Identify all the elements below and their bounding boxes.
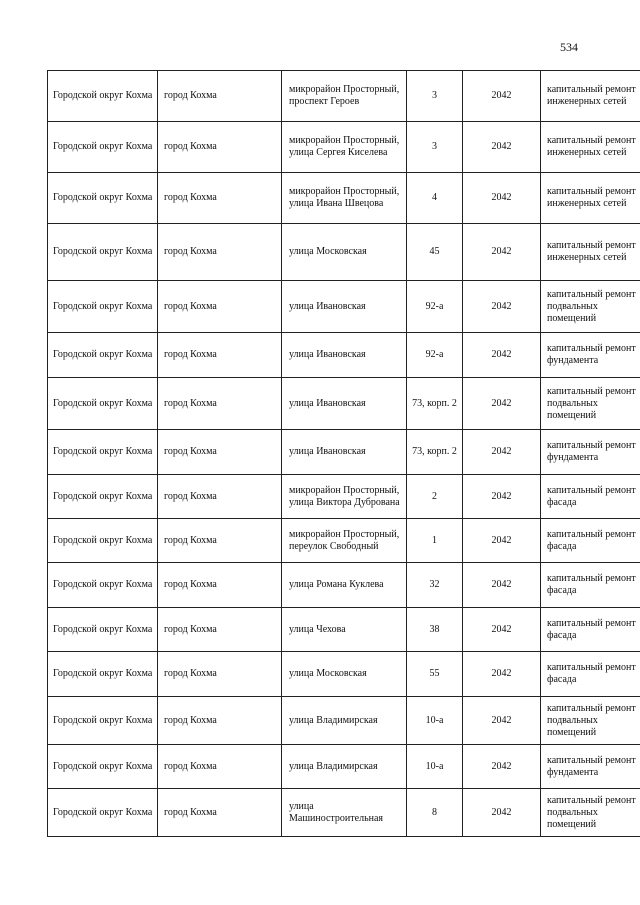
table-row — [48, 789, 640, 837]
municipality-cell: Городской округ Кохма — [48, 71, 158, 122]
city-cell: город Кохма — [158, 652, 282, 697]
city-cell: город Кохма — [158, 789, 282, 837]
city-cell: город Кохма — [158, 430, 282, 475]
year-cell: 2042 — [463, 378, 541, 430]
street-cell: улица Ивановская — [282, 378, 407, 430]
table-row — [48, 281, 640, 333]
table-row — [48, 224, 640, 281]
work-type-cell: капитальный ремонт инженерных сетей — [541, 71, 640, 122]
municipality-cell: Городской округ Кохма — [48, 745, 158, 789]
street-cell: улица Ивановская — [282, 333, 407, 378]
street-cell: улица Романа Куклева — [282, 563, 407, 608]
page-number: 534 — [560, 40, 578, 54]
year-cell: 2042 — [463, 697, 541, 745]
city-cell: город Кохма — [158, 697, 282, 745]
work-type-cell: капитальный ремонт подвальных помещений — [541, 281, 640, 333]
street-cell: улица Московская — [282, 652, 407, 697]
work-type-cell: капитальный ремонт фундамента — [541, 430, 640, 475]
street-cell: микрорайон Просторный, проспект Героев — [282, 71, 407, 122]
work-type-cell: капитальный ремонт фундамента — [541, 333, 640, 378]
table-row — [48, 475, 640, 519]
table-row — [48, 378, 640, 430]
municipality-cell: Городской округ Кохма — [48, 378, 158, 430]
house-number-cell: 3 — [407, 122, 463, 173]
work-type-cell: капитальный ремонт подвальных помещений — [541, 697, 640, 745]
street-cell: улица Машиностроительная — [282, 789, 407, 837]
work-type-cell: капитальный ремонт фасада — [541, 652, 640, 697]
year-cell: 2042 — [463, 224, 541, 281]
table-row — [48, 173, 640, 224]
municipality-cell: Городской округ Кохма — [48, 519, 158, 563]
street-cell: микрорайон Просторный, улица Ивана Швецова — [282, 173, 407, 224]
street-cell: микрорайон Просторный, улица Виктора Дубрована — [282, 475, 407, 519]
year-cell: 2042 — [463, 281, 541, 333]
municipality-cell: Городской округ Кохма — [48, 430, 158, 475]
street-cell: улица Владимирская — [282, 697, 407, 745]
table-row — [48, 122, 640, 173]
house-number-cell: 10-а — [407, 697, 463, 745]
year-cell: 2042 — [463, 475, 541, 519]
year-cell: 2042 — [463, 519, 541, 563]
municipality-cell: Городской округ Кохма — [48, 608, 158, 652]
year-cell: 2042 — [463, 333, 541, 378]
year-cell: 2042 — [463, 652, 541, 697]
house-number-cell: 38 — [407, 608, 463, 652]
work-type-cell: капитальный ремонт инженерных сетей — [541, 173, 640, 224]
house-number-cell: 92-а — [407, 333, 463, 378]
year-cell: 2042 — [463, 71, 541, 122]
city-cell: город Кохма — [158, 608, 282, 652]
table-row — [48, 652, 640, 697]
house-number-cell: 8 — [407, 789, 463, 837]
municipality-cell: Городской округ Кохма — [48, 475, 158, 519]
city-cell: город Кохма — [158, 563, 282, 608]
street-cell: улица Московская — [282, 224, 407, 281]
table-row — [48, 519, 640, 563]
municipality-cell: Городской округ Кохма — [48, 789, 158, 837]
city-cell: город Кохма — [158, 71, 282, 122]
house-number-cell: 10-а — [407, 745, 463, 789]
city-cell: город Кохма — [158, 333, 282, 378]
house-number-cell: 55 — [407, 652, 463, 697]
work-type-cell: капитальный ремонт фасада — [541, 475, 640, 519]
house-number-cell: 3 — [407, 71, 463, 122]
house-number-cell: 92-а — [407, 281, 463, 333]
street-cell: микрорайон Просторный, улица Сергея Киселева — [282, 122, 407, 173]
year-cell: 2042 — [463, 122, 541, 173]
municipality-cell: Городской округ Кохма — [48, 652, 158, 697]
year-cell: 2042 — [463, 789, 541, 837]
city-cell: город Кохма — [158, 281, 282, 333]
table-row — [48, 563, 640, 608]
municipality-cell: Городской округ Кохма — [48, 563, 158, 608]
table-row — [48, 71, 640, 122]
house-number-cell: 45 — [407, 224, 463, 281]
municipality-cell: Городской округ Кохма — [48, 173, 158, 224]
house-number-cell: 1 — [407, 519, 463, 563]
city-cell: город Кохма — [158, 173, 282, 224]
house-number-cell: 73, корп. 2 — [407, 430, 463, 475]
house-number-cell: 2 — [407, 475, 463, 519]
city-cell: город Кохма — [158, 745, 282, 789]
street-cell: микрорайон Просторный, переулок Свободный — [282, 519, 407, 563]
house-number-cell: 4 — [407, 173, 463, 224]
street-cell: улица Ивановская — [282, 281, 407, 333]
table-row — [48, 333, 640, 378]
street-cell: улица Ивановская — [282, 430, 407, 475]
work-type-cell: капитальный ремонт подвальных помещений — [541, 789, 640, 837]
city-cell: город Кохма — [158, 224, 282, 281]
house-number-cell: 32 — [407, 563, 463, 608]
work-type-cell: капитальный ремонт инженерных сетей — [541, 224, 640, 281]
city-cell: город Кохма — [158, 378, 282, 430]
street-cell: улица Чехова — [282, 608, 407, 652]
city-cell: город Кохма — [158, 122, 282, 173]
municipality-cell: Городской округ Кохма — [48, 697, 158, 745]
work-type-cell: капитальный ремонт фундамента — [541, 745, 640, 789]
municipality-cell: Городской округ Кохма — [48, 224, 158, 281]
year-cell: 2042 — [463, 173, 541, 224]
table-row — [48, 745, 640, 789]
year-cell: 2042 — [463, 430, 541, 475]
year-cell: 2042 — [463, 745, 541, 789]
municipality-cell: Городской округ Кохма — [48, 281, 158, 333]
work-type-cell: капитальный ремонт инженерных сетей — [541, 122, 640, 173]
work-type-cell: капитальный ремонт фасада — [541, 608, 640, 652]
city-cell: город Кохма — [158, 519, 282, 563]
repair-schedule-table — [47, 70, 640, 837]
year-cell: 2042 — [463, 563, 541, 608]
work-type-cell: капитальный ремонт подвальных помещений — [541, 378, 640, 430]
table-row — [48, 430, 640, 475]
house-number-cell: 73, корп. 2 — [407, 378, 463, 430]
table-row — [48, 608, 640, 652]
table-row — [48, 697, 640, 745]
work-type-cell: капитальный ремонт фасада — [541, 519, 640, 563]
municipality-cell: Городской округ Кохма — [48, 333, 158, 378]
municipality-cell: Городской округ Кохма — [48, 122, 158, 173]
year-cell: 2042 — [463, 608, 541, 652]
work-type-cell: капитальный ремонт фасада — [541, 563, 640, 608]
city-cell: город Кохма — [158, 475, 282, 519]
street-cell: улица Владимирская — [282, 745, 407, 789]
